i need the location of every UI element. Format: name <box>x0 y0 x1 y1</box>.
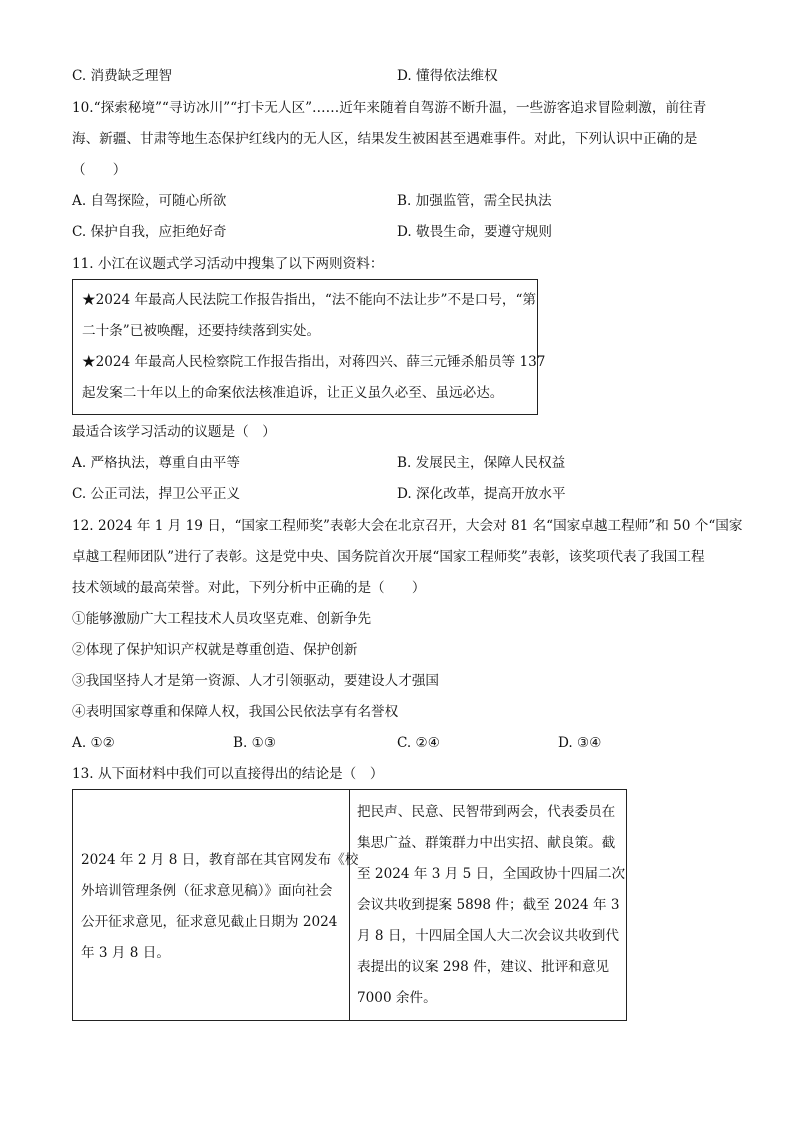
q12-item-2: ②体现了保护知识产权就是尊重创造、保护创新 <box>72 642 358 658</box>
q12-option-b: B. ①③ <box>233 735 277 751</box>
q11-material-line-2: 二十条”已被唤醒，还要持续落到实处。 <box>82 323 321 339</box>
q12-stem-line-2: 卓越工程师团队”进行了表彰。这是党中央、国务院首次开展“国家工程师奖”表彰，该奖项代表了我国工程 <box>72 549 705 565</box>
q11-option-b: B. 发展民主，保障人民权益 <box>397 455 566 471</box>
q11-stem: 11. 小江在议题式学习活动中搜集了以下两则资料： <box>72 256 384 272</box>
right-cell-line-5: 月 8 日，十四届全国人大二次会议共收到代 <box>357 928 619 944</box>
right-cell-line-7: 7000 余件。 <box>357 990 437 1006</box>
q11-question: 最适合该学习活动的议题是（ ） <box>72 424 276 440</box>
q10-option-a: A. 自驾探险，可随心所欲 <box>72 193 227 209</box>
table-divider <box>349 790 350 1020</box>
q12-option-c: C. ②④ <box>397 735 440 751</box>
q12-item-1: ①能够激励广大工程技术人员攻坚克难、创新争先 <box>72 611 372 627</box>
q10-option-b: B. 加强监管，需全民执法 <box>397 193 552 209</box>
q11-option-c: C. 公正司法，捍卫公平正义 <box>72 486 241 502</box>
right-cell-line-3: 至 2024 年 3 月 5 日，全国政协十四届二次 <box>357 866 626 882</box>
q12-option-d: D. ③④ <box>558 735 602 751</box>
q13-material-table <box>72 789 627 1021</box>
left-cell-line-3: 公开征求意见，征求意见截止日期为 2024 <box>81 914 338 930</box>
q12-stem-line-3: 技术领域的最高荣誉。对此，下列分析中正确的是（ ） <box>72 580 426 596</box>
right-cell-line-4: 会议共收到提案 5898 件；截至 2024 年 3 <box>357 897 620 913</box>
left-cell-line-4: 年 3 月 8 日。 <box>81 945 170 961</box>
q11-material-line-4: 起发案二十年以上的命案依法核准追诉，让正义虽久必至、虽远必达。 <box>82 385 504 401</box>
q11-option-a: A. 严格执法，尊重自由平等 <box>72 455 240 471</box>
q9-option-c: C. 消费缺乏理智 <box>72 68 173 84</box>
q10-option-c: C. 保护自我，应拒绝好奇 <box>72 224 227 240</box>
q10-stem-line-1: 10.“探索秘境”“寻访冰川”“打卡无人区”……近年来随着自驾游不断升温，一些游客追求冒险刺激，前往青 <box>72 100 707 116</box>
q12-stem-line-1: 12. 2024 年 1 月 19 日，“国家工程师奖”表彰大会在北京召开，大会对 81 名“国家卓越工程师”和 50 个“国家 <box>72 518 743 534</box>
q11-option-d: D. 深化改革，提高开放水平 <box>397 486 566 502</box>
right-cell-line-2: 集思广益、群策群力中出实招、献良策。截 <box>357 835 616 851</box>
right-cell-line-6: 表提出的议案 298 件，建议、批评和意见 <box>357 959 610 975</box>
q13-stem: 13. 从下面材料中我们可以直接得出的结论是（ ） <box>72 766 384 782</box>
q11-material-line-3: ★2024 年最高人民检察院工作报告指出，对蒋四兴、薛三元锤杀船员等 137 <box>82 354 546 370</box>
left-cell-line-2: 外培训管理条例（征求意见稿）》面向社会 <box>81 883 333 899</box>
q12-item-4: ④表明国家尊重和保障人权，我国公民依法享有名誉权 <box>72 704 399 720</box>
q10-stem-line-2: 海、新疆、甘肃等地生态保护红线内的无人区，结果发生被困甚至遇难事件。对此，下列认识中正确的是 <box>72 131 698 147</box>
q12-option-a: A. ①② <box>72 735 115 751</box>
right-cell-line-1: 把民声、民意、民智带到两会，代表委员在 <box>357 804 616 820</box>
q10-option-d: D. 敬畏生命，要遵守规则 <box>397 224 552 240</box>
q11-material-line-1: ★2024 年最高人民法院工作报告指出，“法不能向不法让步”不是口号，“第 <box>82 292 536 308</box>
left-cell-line-1: 2024 年 2 月 8 日，教育部在其官网发布《校 <box>81 852 359 868</box>
q9-option-d: D. 懂得依法维权 <box>397 68 498 84</box>
q11-material-box <box>72 279 546 415</box>
q10-stem-line-3: （ ） <box>72 162 127 178</box>
q12-item-3: ③我国坚持人才是第一资源、人才引领驱动，要建设人才强国 <box>72 673 440 689</box>
